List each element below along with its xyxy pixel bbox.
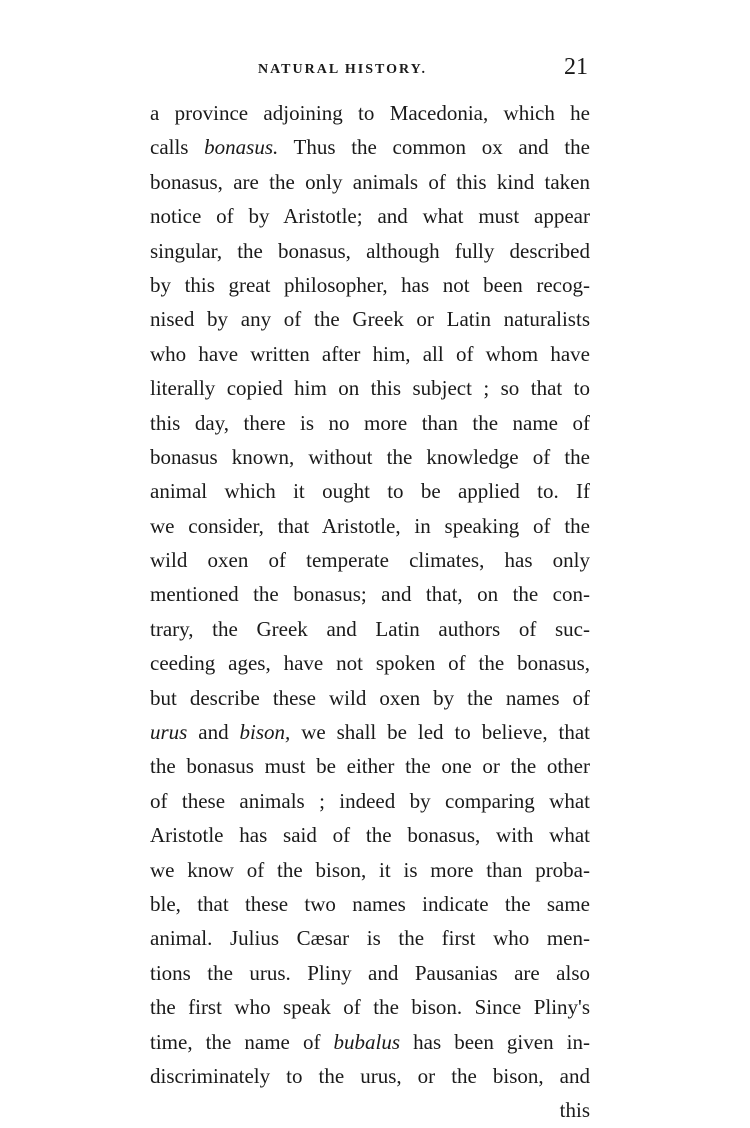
text-line — [150, 715, 590, 749]
text-line — [150, 921, 590, 955]
text-line — [150, 268, 590, 302]
italic-term: bonasus. — [204, 135, 279, 160]
page-number: 21 — [564, 54, 588, 80]
italic-term: urus — [150, 720, 188, 745]
text-line — [150, 612, 590, 646]
text-line — [150, 474, 590, 508]
text-line — [150, 681, 590, 715]
text-run: of these animals ; indeed by comparing what — [150, 788, 590, 813]
text-line — [150, 440, 590, 474]
text-run: Thus the common ox and the — [278, 135, 590, 160]
text-line — [150, 853, 590, 887]
text-line — [150, 302, 590, 336]
text-line — [150, 234, 590, 268]
page-header — [150, 56, 590, 86]
text-line — [150, 1059, 590, 1093]
running-head: NATURAL HISTORY. — [258, 62, 427, 77]
text-line — [150, 96, 590, 130]
catchword-line — [150, 1093, 590, 1127]
text-run: trary, the Greek and Latin authors of suc- — [150, 616, 590, 641]
text-line — [150, 406, 590, 440]
text-line — [150, 646, 590, 680]
text-run: calls — [150, 135, 205, 160]
text-line — [150, 337, 590, 371]
text-run: we consider, that Aristotle, in speaking of the — [150, 513, 590, 538]
text-line — [150, 818, 590, 852]
text-line — [150, 887, 590, 921]
text-run: but describe these wild oxen by the names of — [150, 685, 590, 710]
text-run: the first who speak of the bison. Since Pliny's — [150, 995, 590, 1020]
text-line — [150, 199, 590, 233]
italic-term: bison, — [239, 720, 291, 745]
text-run: and — [187, 720, 240, 745]
text-run: mentioned the bonasus; and that, on the con- — [150, 582, 590, 607]
text-line — [150, 165, 590, 199]
text-line — [150, 543, 590, 577]
text-line — [150, 509, 590, 543]
text-run: we shall be led to believe, that — [290, 720, 590, 745]
text-run: notice of by Aristotle; and what must appear — [150, 204, 590, 229]
text-run: Aristotle has said of the bonasus, with what — [150, 823, 590, 848]
text-run: singular, the bonasus, although fully described — [150, 238, 590, 263]
text-run: animal which it ought to be applied to. If — [150, 479, 590, 504]
text-line — [150, 956, 590, 990]
text-line — [150, 784, 590, 818]
text-run: by this great philosopher, has not been recog- — [150, 272, 590, 297]
text-run: this — [559, 1098, 590, 1123]
text-run: ble, that these two names indicate the same — [150, 891, 590, 916]
body-text — [150, 96, 590, 1128]
text-run: animal. Julius Cæsar is the first who men- — [150, 926, 590, 951]
text-run: nised by any of the Greek or Latin naturalists — [150, 307, 590, 332]
text-line — [150, 371, 590, 405]
text-run: the bonasus must be either the one or the other — [150, 754, 590, 779]
text-run: who have written after him, all of whom have — [150, 341, 590, 366]
text-run: discriminately to the urus, or the bison, and — [150, 1063, 590, 1088]
text-run: literally copied him on this subject ; so that to — [150, 376, 590, 401]
text-run: this day, there is no more than the name of — [150, 410, 590, 435]
text-run: wild oxen of temperate climates, has only — [150, 548, 590, 573]
text-run: we know of the bison, it is more than proba- — [150, 857, 590, 882]
text-line — [150, 1025, 590, 1059]
text-line — [150, 130, 590, 164]
text-line — [150, 577, 590, 611]
text-line — [150, 990, 590, 1024]
text-run: tions the urus. Pliny and Pausanias are also — [150, 960, 590, 985]
text-run: has been given in- — [400, 1029, 590, 1054]
text-run: bonasus known, without the knowledge of the — [150, 444, 590, 469]
text-run: ceeding ages, have not spoken of the bonasus, — [150, 651, 590, 676]
text-run: a province adjoining to Macedonia, which he — [150, 101, 590, 125]
text-run: bonasus, are the only animals of this kind taken — [150, 169, 590, 194]
text-run: time, the name of — [150, 1029, 334, 1054]
text-line — [150, 749, 590, 783]
italic-term: bubalus — [333, 1029, 401, 1054]
